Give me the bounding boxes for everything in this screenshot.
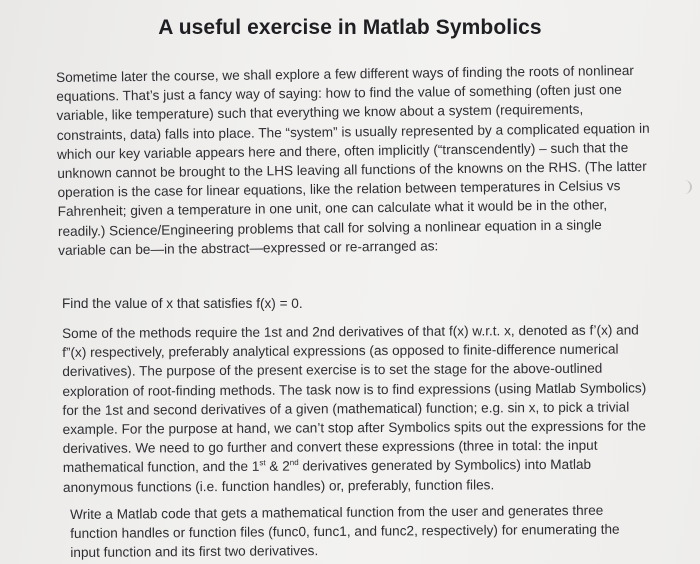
- margin-mark: [676, 180, 692, 194]
- task-paragraph: Write a Matlab code that gets a mathematical function from the user and generates three function handles or function files (func0, func1, and func2, respectively) for enumerating the input function and its first two derivatives.: [70, 502, 620, 561]
- superscript-nd: nd: [289, 458, 299, 468]
- superscript-st: st: [259, 458, 266, 468]
- page-title: A useful exercise in Matlab Symbolics: [158, 16, 542, 39]
- methods-text-c: derivatives generated by Symbolics) into Matlab anonymous functions (i.e. function handles) or, preferably, function files.: [62, 457, 592, 495]
- methods-text-a: Some of the methods require the 1st and 2nd derivatives of that f(x) w.r.t. x, denoted as f’(x) and f”(x) respectively, preferably analytical expressions (as opposed to finite-difference numerical derivatives). The purpose of the present exercise is to set the stage for the above-outlined exploration of root-finding methods. The task now is to find expressions (using Matlab Symbolics) for the 1st and second derivatives of a given (mathematical) function; e.g. sin x, to pick a trivial example. For the purpose at hand, we can’t stop after Symbolics spits out the expressions for the derivatives. We need to go further and convert these expressions (three in total: the input mathematical function, and the 1: [62, 322, 647, 476]
- intro-paragraph: Sometime later the course, we shall explore a few different ways of finding the roots of nonlinear equations. That’s just a fancy way of saying: how to find the value of something (often just one variable, like temperature) such that everything we know about a system (requirements, constraints, data) falls into place. The “system” is usually represented by a complicated equation in which our key variable appears here and there, often implicitly (“transcendently) – such that the unknown cannot be brought to the LHS leaving all functions of the knowns on the RHS. (The latter operation is the case for linear equations, like the relation between temperatures in Celsius vs Fahrenheit; given a temperature in one unit, one can calculate what it would be in the other, readily.) Science/Engineering problems that call for solving a nonlinear equation in a single variable can be—in the abstract—expressed or re-arranged as:: [56, 62, 650, 258]
- problem-statement: Find the value of x that satisfies f(x) = 0.: [62, 296, 303, 311]
- methods-text-b: & 2: [265, 459, 290, 475]
- methods-paragraph: [62, 320, 653, 496]
